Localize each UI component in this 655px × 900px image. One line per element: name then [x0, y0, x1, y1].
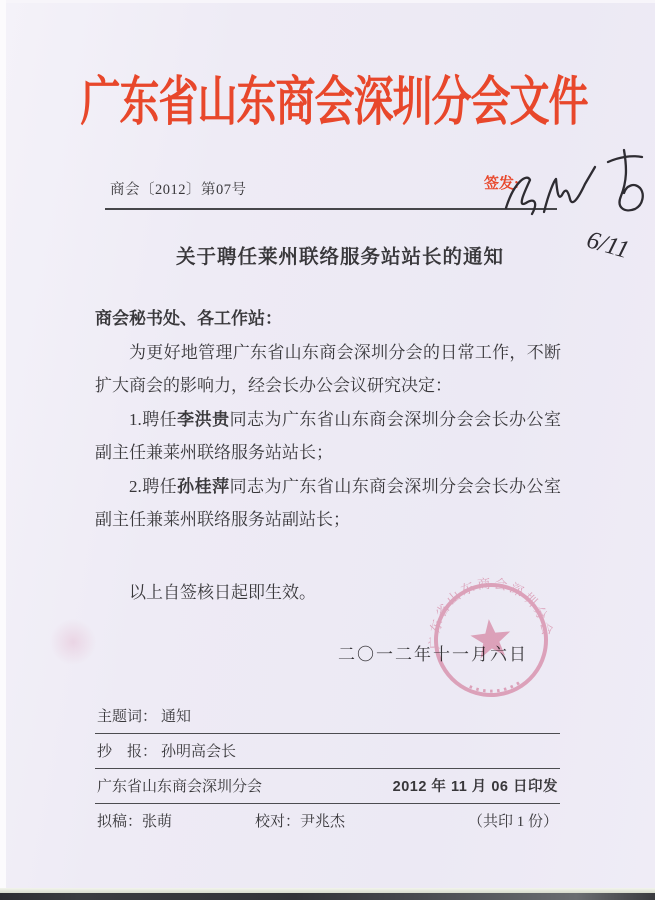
issuing-org: 广东省山东商会深圳分会 [97, 779, 263, 795]
masthead-title: 广东省山东商会深圳分会文件 [80, 71, 588, 132]
scan-edge-top [0, 0, 655, 3]
ink-smudge [50, 618, 96, 666]
proofreader-value: 尹兆杰 [300, 814, 346, 830]
document-date: 二〇一二年十一月六日 [338, 645, 528, 664]
document-body [95, 302, 561, 537]
signature-stroke [506, 178, 535, 214]
seal-star-icon [469, 617, 513, 659]
footer-row-cc [95, 734, 560, 769]
scan-edge-bottom-dark [0, 893, 655, 900]
salutation: 商会秘书处、各工作站： [95, 309, 282, 328]
proofreader [255, 810, 345, 831]
drafter-value: 张萌 [142, 814, 173, 830]
effective-note: 以上自签核日起即生效。 [129, 583, 316, 602]
paragraph-text: 2.聘任 [129, 476, 178, 496]
proofreader-label: 校对： [254, 814, 300, 830]
paragraph [95, 470, 561, 537]
paragraph-text: 1.聘任 [129, 409, 178, 429]
print-date: 2012 年 11 月 06 日印发 [392, 779, 558, 795]
footer-table [95, 699, 560, 838]
paragraph [95, 336, 561, 403]
signature-date: 6/11 [583, 226, 633, 265]
header-divider [105, 208, 557, 210]
copies-count: （共印 1 份） [467, 814, 558, 830]
cc-value: 孙明高会长 [161, 744, 237, 760]
subject-value: 通知 [161, 709, 192, 725]
signature-stroke [620, 150, 643, 210]
subject-label: 主题词： [97, 709, 158, 725]
cc-label: 抄 报： [97, 744, 158, 760]
notice-title: 关于聘任莱州联络服务站站长的通知 [175, 247, 504, 268]
paragraph-text: 同志为广东省山东商会深圳分会会长办公室副主任兼莱州联络服务站副站长； [95, 476, 561, 529]
official-seal [422, 571, 560, 709]
footer-row-issue [95, 769, 560, 804]
footer-row-subject [95, 699, 560, 734]
paragraph-text: 同志为广东省山东商会深圳分会会长办公室副主任兼莱州联络服务站站长； [95, 409, 561, 462]
document-number: 商会〔2012〕第07号 [110, 182, 247, 198]
drafter [97, 810, 172, 831]
seal-arc-text: 广东省山东商会深圳分会 [426, 575, 556, 650]
paragraph-text: 为更好地管理广东省山东商会深圳分会的日常工作，不断扩大商会的影响力，经会长办公会议研究决定： [95, 342, 561, 395]
drafter-label: 拟稿： [97, 814, 143, 830]
scan-edge-left [0, 0, 6, 890]
paragraph [95, 403, 561, 470]
footer-row-credits [95, 804, 560, 838]
issuer-label: 签发: [484, 176, 519, 192]
appointee-name: 李洪贵 [177, 409, 230, 429]
appointee-name: 孙桂萍 [177, 476, 230, 496]
signature-stroke [544, 167, 595, 212]
